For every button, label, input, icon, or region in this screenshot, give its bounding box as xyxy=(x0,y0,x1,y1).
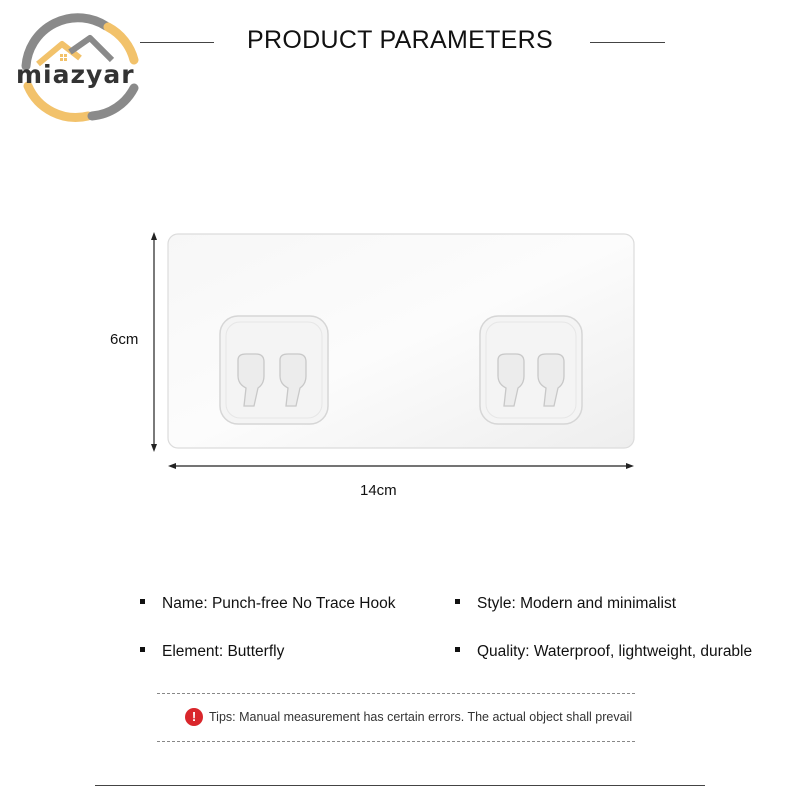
tips-divider-bottom xyxy=(157,741,635,742)
bottom-rule xyxy=(95,785,705,786)
spec-name: Name: Punch-free No Trace Hook xyxy=(140,595,395,613)
page-title: PRODUCT PARAMETERS xyxy=(247,26,553,54)
bullet-icon xyxy=(140,599,145,604)
brand-name: miazyar xyxy=(16,60,135,89)
height-label: 6cm xyxy=(110,331,139,348)
title-rule-right xyxy=(590,42,665,43)
tips-note xyxy=(185,708,632,726)
tips-divider-top xyxy=(157,693,635,694)
warning-icon: ! xyxy=(185,708,203,726)
tips-text: Tips: Manual measurement has certain errors. The actual object shall prevail xyxy=(209,710,633,724)
spec-quality: Quality: Waterproof, lightweight, durable xyxy=(455,643,752,661)
spec-element: Element: Butterfly xyxy=(140,643,284,661)
spec-style: Style: Modern and minimalist xyxy=(455,595,676,613)
bullet-icon xyxy=(455,599,460,604)
bullet-icon xyxy=(140,647,145,652)
product-image xyxy=(140,220,660,480)
width-label: 14cm xyxy=(360,482,397,499)
bullet-icon xyxy=(455,647,460,652)
